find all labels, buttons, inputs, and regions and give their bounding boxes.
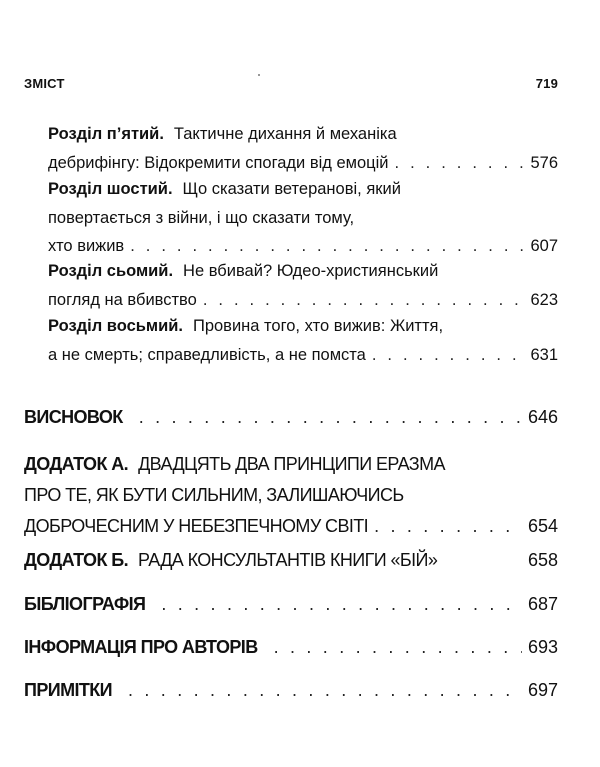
toc-entry-chapter-8[interactable]	[0, 312, 600, 369]
entry-text: хто вижив	[48, 237, 125, 255]
entry-text: ДОБРОЧЕСНИМ У НЕБЕЗПЕЧНОМУ СВІТІ	[24, 516, 369, 536]
entry-page-number: 693	[527, 637, 558, 657]
entry-page-number: 646	[527, 407, 558, 427]
header-speck	[258, 74, 260, 76]
toc-entry-about-authors[interactable]	[0, 632, 600, 663]
entry-text: Не вбивай? Юдео-християнський	[183, 262, 439, 280]
entry-text: дебрифінгу: Відокремити спогади від емоцій	[48, 153, 389, 172]
entry-title: БІБЛІОГРАФІЯ	[24, 594, 146, 614]
entry-label: ДОДАТОК Б.	[24, 550, 128, 570]
toc-entry-notes[interactable]	[0, 675, 600, 706]
entry-page-number: 658	[527, 550, 558, 570]
dot-leader	[372, 341, 525, 370]
entry-text: Що сказати ветеранові, який	[182, 180, 401, 198]
entry-page-number: 631	[530, 345, 558, 364]
dot-leader	[395, 149, 525, 178]
toc-entry-appendix-a[interactable]	[0, 449, 600, 542]
entry-label: Розділ сьомий.	[48, 262, 174, 280]
entry-text: Тактичне дихання й механіка	[173, 125, 397, 143]
entry-title: ПРИМІТКИ	[24, 680, 112, 700]
toc-entry-appendix-b[interactable]	[0, 545, 600, 576]
entry-page-number: 576	[530, 153, 558, 172]
header-page-number: 719	[535, 76, 558, 91]
entry-text: ДВАДЦЯТЬ ДВА ПРИНЦИПИ ЕРАЗМА	[138, 454, 445, 474]
toc-entry-conclusion[interactable]	[0, 402, 600, 433]
dot-leader	[128, 675, 522, 706]
entry-text: РАДА КОНСУЛЬТАНТІВ КНИГИ «БІЙ»	[138, 550, 438, 570]
entry-page-number: 654	[527, 516, 558, 536]
dot-leader	[203, 286, 525, 315]
entry-title: ІНФОРМАЦІЯ ПРО АВТОРІВ	[24, 637, 258, 657]
entry-text: а не смерть; справедливість, а не помста	[48, 345, 366, 364]
entry-text: погляд на вбивство	[48, 290, 197, 309]
entry-label: Розділ шостий.	[48, 180, 173, 198]
toc-entry-chapter-6[interactable]	[0, 175, 600, 261]
entry-text: повертається з війни, і що сказати тому,	[48, 208, 355, 227]
entry-label: Розділ восьмий.	[48, 317, 183, 335]
entry-label: Розділ п’ятий.	[48, 125, 164, 143]
dot-leader	[374, 511, 522, 542]
entry-page-number: 607	[530, 237, 558, 255]
toc-entry-chapter-7[interactable]	[0, 257, 600, 314]
entry-page-number: 697	[527, 680, 558, 700]
dot-leader	[139, 402, 522, 433]
toc-entry-bibliography[interactable]	[0, 589, 600, 620]
dot-leader	[274, 632, 522, 663]
entry-text: ПРО ТЕ, ЯК БУТИ СИЛЬНИМ, ЗАЛИШАЮЧИСЬ	[24, 485, 404, 505]
entry-text: Провина того, хто вижив: Життя,	[192, 317, 444, 335]
header-title: ЗМІСТ	[24, 76, 65, 91]
page-header	[24, 76, 558, 91]
entry-page-number: 687	[527, 594, 558, 614]
entry-title: ВИСНОВОК	[24, 407, 123, 427]
toc-entry-chapter-5[interactable]	[0, 120, 600, 177]
entry-label: ДОДАТОК А.	[24, 454, 129, 474]
dot-leader	[161, 589, 522, 620]
entry-page-number: 623	[530, 290, 558, 309]
